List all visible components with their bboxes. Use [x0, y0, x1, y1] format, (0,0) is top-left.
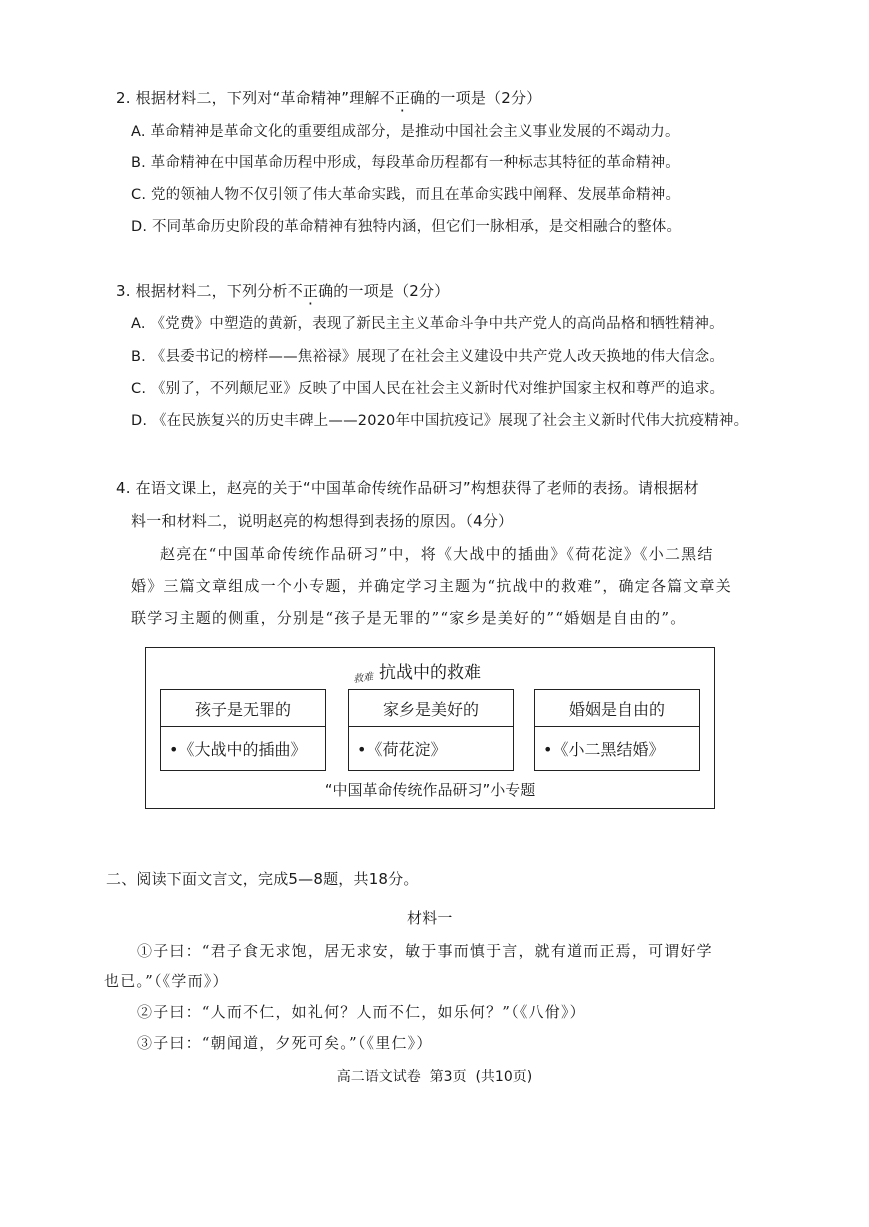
q3-option-d: D. 《在民族复兴的历史丰碑上——2020年中国抗疫记》展现了社会主义新时代伟大抗疫精神。: [131, 413, 749, 429]
page-footer: 高二语文试卷 第3页 (共10页): [336, 1069, 533, 1085]
q4-stem-line2: 料一和材料二，说明赵亮的构想得到表扬的原因。（4分）: [131, 512, 514, 530]
topic-heading-1: 孩子是无罪的: [161, 690, 325, 727]
classical-line1: ①子曰：“君子食无求饱，居无求安，敏于事而慎于言，就有道而正焉，可谓好学: [137, 942, 713, 960]
topic-work-3: •《小二黑结婚》: [543, 740, 665, 759]
topic-heading-2: 家乡是美好的: [349, 690, 513, 727]
q2-stem: 2. 根据材料二，下列对“革命精神”理解不正确的一项是（2分）: [116, 89, 542, 107]
topic-work-1: •《大战中的插曲》: [169, 740, 307, 759]
q4-stem-line1: 4. 在语文课上，赵亮的关于“中国革命传统作品研习”构想获得了老师的表扬。请根据材: [116, 479, 699, 497]
material-title: 材料一: [407, 909, 453, 927]
diagram-caption: “中国革命传统作品研习”小专题: [324, 781, 536, 799]
q2-option-b: B. 革命精神在中国革命历程中形成，每段革命历程都有一种标志其特征的革命精神。: [131, 155, 680, 171]
q4-scenario-line2: 婚》三篇文章组成一个小专题，并确定学习主题为“抗战中的救难”，确定各篇文章关: [131, 577, 732, 595]
q4-scenario-line3: 联学习主题的侧重，分别是“孩子是无罪的”“家乡是美好的”“婚姻是自由的”。: [131, 609, 687, 627]
q3-emphasis: 不正确: [287, 282, 334, 300]
diagram-title: 抗战中的救难: [379, 663, 481, 683]
topic-work-2: •《荷花淀》: [357, 740, 447, 759]
handwritten-note: 救难: [352, 671, 374, 686]
q2-option-a: A. 革命精神是革命文化的重要组成部分，是推动中国社会主义事业发展的不竭动力。: [131, 124, 680, 140]
classical-line2: 也已。”（《学而》）: [104, 972, 229, 990]
q3-option-c: C. 《别了，不列颠尼亚》反映了中国人民在社会主义新时代对维护国家主权和尊严的追求。: [131, 381, 725, 397]
topic-box-1: [160, 689, 326, 771]
classical-line4: ③子曰：“朝闻道，夕死可矣。”（《里仁》）: [137, 1034, 433, 1052]
q2-option-d: D. 不同革命历史阶段的革命精神有独特内涵，但它们一脉相承，是交相融合的整体。: [131, 219, 682, 235]
q4-scenario-line1: 赵亮在“中国革命传统作品研习”中，将《大战中的插曲》《荷花淀》《小二黑结: [160, 545, 714, 563]
q3-option-a: A. 《党费》中塑造的黄新，表现了新民主主义革命斗争中共产党人的高尚品格和牺牲精神。: [131, 316, 724, 332]
topic-diagram: [145, 647, 715, 809]
topic-heading-3: 婚姻是自由的: [535, 690, 699, 727]
topic-box-2: [348, 689, 514, 771]
q2-option-c: C. 党的领袖人物不仅引领了伟大革命实践，而且在革命实践中阐释、发展革命精神。: [131, 187, 681, 203]
section2-heading: 二、阅读下面文言文，完成5—8题，共18分。: [106, 870, 419, 888]
q2-emphasis: 不正确: [379, 89, 426, 107]
classical-line3: ②子曰：“人而不仁，如礼何？人而不仁，如乐何？”（《八佾》）: [137, 1003, 586, 1021]
topic-box-3: [534, 689, 700, 771]
q3-stem: 3. 根据材料二，下列分析不正确的一项是（2分）: [116, 282, 450, 300]
q3-option-b: B. 《县委书记的榜样——焦裕禄》展现了在社会主义建设中共产党人改天换地的伟大信念。: [131, 349, 725, 365]
